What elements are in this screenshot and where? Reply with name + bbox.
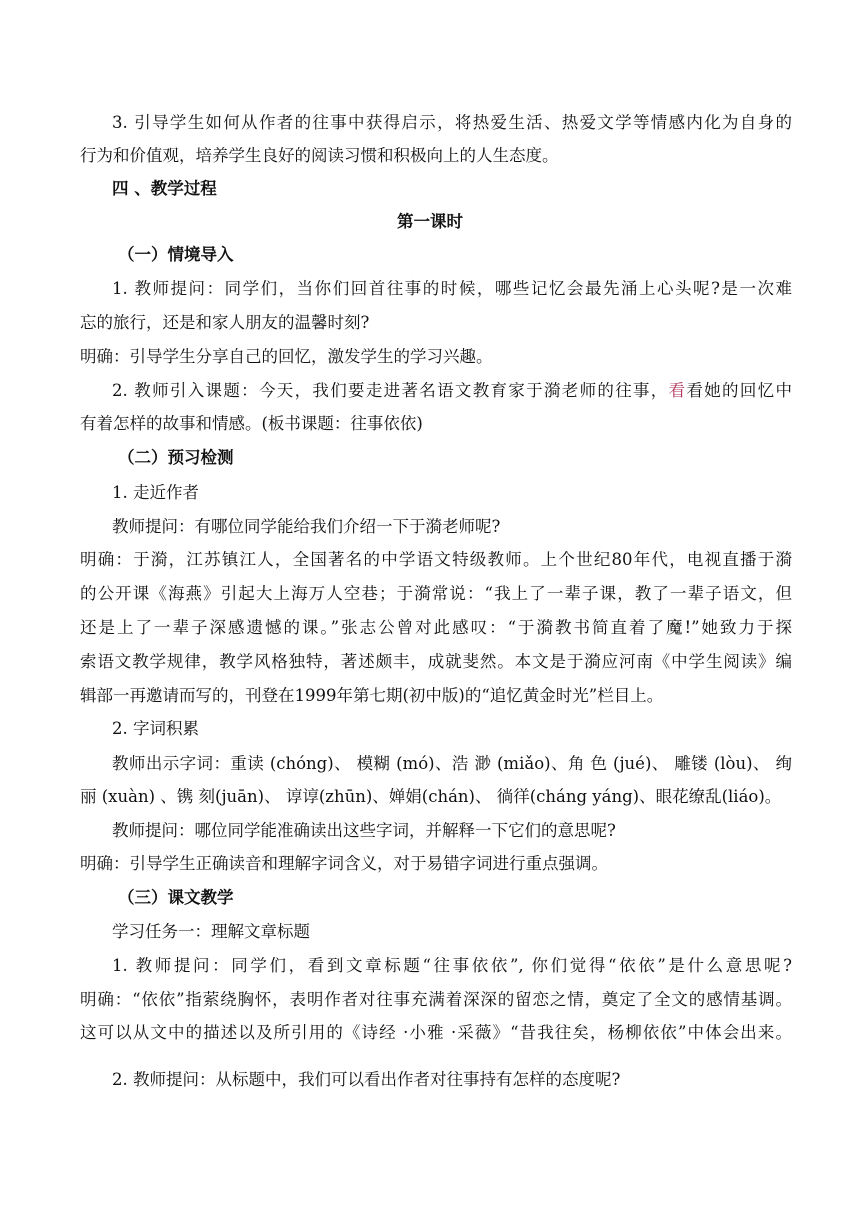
author-answer-line-5: 辑部一再邀请而写的，刊登在1999年第七期(初中版)的“追忆黄金时光”栏目上。	[80, 686, 664, 705]
section-heading-teaching-process: 四 、教学过程	[112, 179, 217, 198]
item-word-accumulation: 2. 字词积累	[112, 719, 199, 738]
title-answer-line-1: 明确：“依依”指萦绕胸怀，表明作者对往事充满着深深的留恋之情，奠定了全文的感情基调。	[80, 990, 792, 1009]
learning-task-1: 学习任务一：理解文章标题	[112, 922, 310, 941]
topic-intro-line-2: 有着怎样的故事和情感。(板书课题：往事依依)	[80, 414, 423, 433]
objective-3-line-1: 3. 引导学生如何从作者的往事中获得启示，将热爱生活、热爱文学等情感内化为自身的	[112, 113, 792, 132]
topic-intro-line-1: 2. 教师引入课题：今天，我们要走进著名语文教育家于漪老师的往事，看看她的回忆中	[112, 381, 792, 400]
author-question: 教师提问：有哪位同学能给我们介绍一下于漪老师呢?	[112, 517, 501, 536]
vocab-list-line-1: 教师出示字词：重读 (chóng)、 模糊 (mó)、浩 渺 (miǎo)、角 色 (jué)、 雕镂 (lòu)、 绚	[112, 754, 792, 773]
author-answer-line-3: 还是上了一辈子深感遗憾的课。”张志公曾对此感叹：“于漪教书简直着了魔!”她致力于探	[80, 618, 792, 637]
title-answer-line-2: 这可以从文中的描述以及所引用的《诗经 ·小雅 ·采薇》“昔我往矣，杨柳依依”中体会出来。	[80, 1023, 792, 1042]
subheading-situation-intro: （一）情境导入	[118, 245, 234, 264]
author-answer-line-4: 索语文教学规律，教学风格独特，著述颇丰，成就斐然。本文是于漪应河南《中学生阅读》编	[80, 652, 792, 671]
vocab-list-line-2: 丽 (xuàn) 、镌 刻(juān)、 谆谆(zhūn)、婵娟(chán)、 徜徉(cháng yáng)、眼花缭乱(liáo)。	[80, 787, 782, 806]
subheading-text-teaching: （三）课文教学	[118, 888, 234, 907]
lesson-title-first-period: 第一课时	[397, 212, 463, 231]
objective-3-line-2: 行为和价值观，培养学生良好的阅读习惯和积极向上的人生态度。	[80, 146, 559, 165]
item-approach-author: 1. 走近作者	[112, 483, 199, 502]
vocab-question: 教师提问：哪位同学能准确读出这些字词，并解释一下它们的意思呢?	[112, 821, 616, 840]
vocab-answer: 明确：引导学生正确读音和理解字词含义，对于易错字词进行重点强调。	[80, 854, 608, 873]
intro-answer: 明确：引导学生分享自己的回忆，激发学生的学习兴趣。	[80, 347, 493, 366]
intro-question-line-2: 忘的旅行，还是和家人朋友的温馨时刻?	[80, 313, 370, 332]
title-question-2: 2. 教师提问：从标题中，我们可以看出作者对往事持有怎样的态度呢?	[112, 1070, 621, 1089]
author-answer-line-2: 的公开课《海燕》引起大上海万人空巷；于漪常说：“我上了一辈子课，教了一辈子语文，但	[80, 584, 792, 603]
author-answer-line-1: 明确：于漪，江苏镇江人，全国著名的中学语文特级教师。上个世纪80年代，电视直播于漪	[80, 550, 792, 569]
intro-question-line-1: 1. 教师提问：同学们，当你们回首往事的时候，哪些记忆会最先涌上心头呢?是一次难	[112, 279, 792, 298]
subheading-preview-check: （二）预习检测	[118, 448, 234, 467]
title-question-1: 1. 教师提问：同学们，看到文章标题“往事依依”, 你们觉得“依依”是什么意思呢?	[112, 956, 792, 975]
